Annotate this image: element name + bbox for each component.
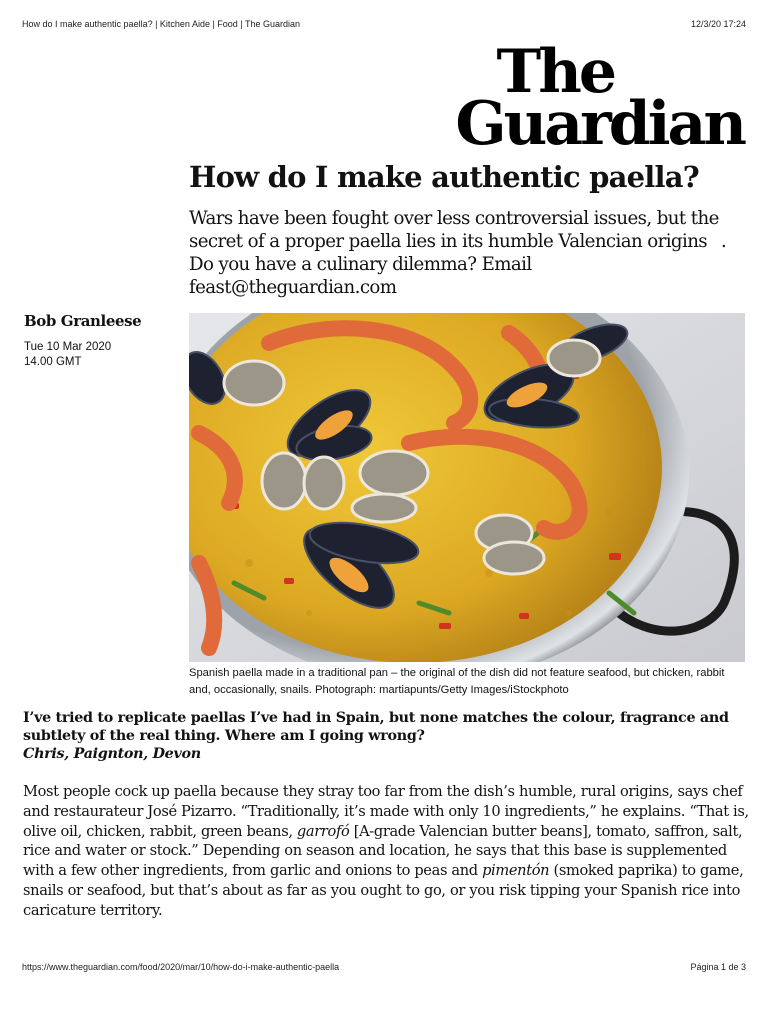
standfirst-dot: . xyxy=(721,231,727,252)
question-asker: Chris, Paignton, Devon xyxy=(23,746,201,762)
logo-line-the: The xyxy=(496,37,614,107)
print-page-number: Página 1 de 3 xyxy=(690,962,746,972)
standfirst-line: Do you have a culinary dilemma? Email xyxy=(189,254,532,275)
author-link[interactable]: Bob Granleese xyxy=(24,312,142,330)
guardian-logo[interactable] xyxy=(413,37,748,159)
logo-line-guardian: Guardian xyxy=(455,88,744,159)
body-italic-pimenton: pimentón xyxy=(482,862,550,880)
body-text-segment: Most people cock up paella because they stray too far from the dish’s humble, rural origins, says chef and restaurateur José Pizarro. “Traditionally, it’s made with only 10 ingredients,” he explains. “That is, olive oil, chicken, rabbit, green beans, xyxy=(23,783,749,840)
standfirst-email-link[interactable]: feast@theguardian.com xyxy=(189,277,397,298)
publish-date xyxy=(24,340,174,370)
body-paragraph xyxy=(23,782,751,921)
publish-date-day: Tue 10 Mar 2020 xyxy=(24,341,112,353)
paella-photo xyxy=(189,313,745,662)
body-text-segment: [A-grade Valencian butter beans], tomato, saffron, salt, rice and water or stock.” Depending on season and location, he says that this base is supplemented with a few other ingredients, from garlic and onions to peas and xyxy=(23,822,743,880)
standfirst-line: Wars have been fought over less controversial issues, but the xyxy=(189,208,719,229)
paella-pan-image xyxy=(189,313,745,662)
print-datetime: 12/3/20 17:24 xyxy=(690,19,746,29)
print-url[interactable]: https://www.theguardian.com/food/2020/mar/10/how-do-i-make-authentic-paella xyxy=(22,962,340,972)
photo-caption: Spanish paella made in a traditional pan – the original of the dish did not feature seafood, but chicken, rabbit and, occasionally, snails. Photograph: martiapunts/Getty Images/iStockphoto xyxy=(189,667,725,696)
article-standfirst xyxy=(189,207,734,299)
print-header xyxy=(22,19,746,29)
standfirst-line-text: secret of a proper paella lies in its humble Valencian origins xyxy=(189,231,708,252)
publish-date-time: 14.00 GMT xyxy=(24,356,82,368)
print-page-title: How do I make authentic paella? | Kitchen Aide | Food | The Guardian xyxy=(22,19,301,29)
print-footer xyxy=(22,962,746,972)
question-text: I’ve tried to replicate paellas I’ve had in Spain, but none matches the colour, fragrance and subtlety of the real thing. Where am I going wrong? xyxy=(23,710,729,744)
body-italic-garrofo: garrofó xyxy=(296,822,350,840)
article-headline: How do I make authentic paella? xyxy=(189,160,699,194)
article-body xyxy=(23,782,751,921)
byline xyxy=(24,312,174,370)
reader-question xyxy=(23,709,748,763)
standfirst-line xyxy=(189,230,734,253)
body-text-segment: (smoked paprika) to game, snails or seafood, but that’s about as far as you ought to go, or you risk tipping your Spanish rice into caricature territory. xyxy=(23,862,744,919)
